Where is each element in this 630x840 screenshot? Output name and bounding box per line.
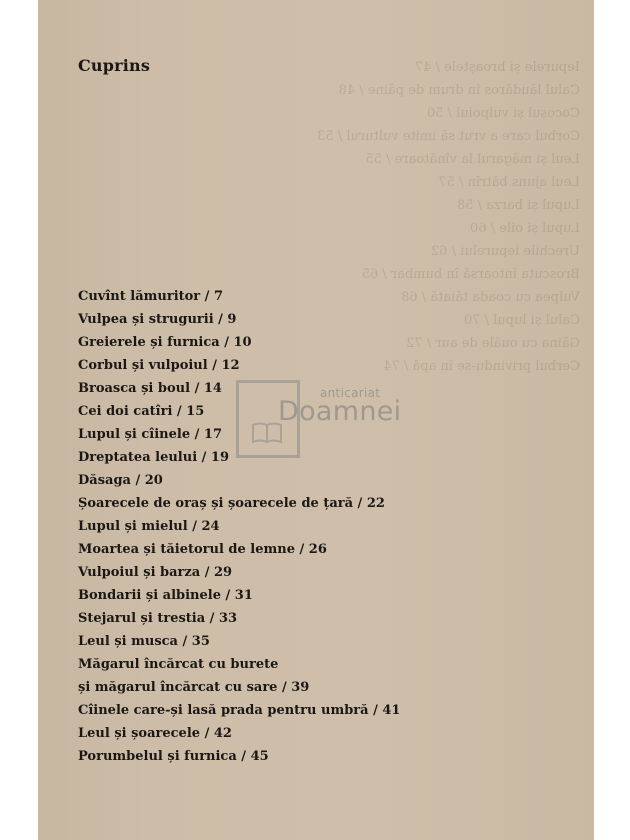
- bleed-line: Cocoșul și vulpoiul / 50: [426, 106, 580, 121]
- bleed-line: Urechile iepurelui / 62: [431, 244, 580, 259]
- bleed-line: Lupul și barza / 58: [456, 198, 580, 213]
- toc-entry: Corbul și vulpoiul / 12: [78, 358, 240, 373]
- toc-entry: și măgarul încărcat cu sare / 39: [78, 680, 310, 695]
- bleed-line: Leul ajuns bătrîn / 57: [438, 175, 580, 190]
- watermark-small-text: anticariat: [320, 386, 381, 400]
- watermark-brand-text: Doamnei: [278, 396, 402, 427]
- toc-entry: Broasca și boul / 14: [78, 381, 222, 396]
- toc-entry: Cîinele care-și lasă prada pentru umbră / 41: [78, 703, 401, 718]
- toc-entry: Lupul și mielul / 24: [78, 519, 220, 534]
- toc-entry: Cei doi catîri / 15: [78, 404, 205, 419]
- toc-entry: Greierele și furnica / 10: [78, 335, 252, 350]
- bleed-line: Calul lăudăros în drum de pâine / 48: [338, 83, 580, 98]
- bleed-line: Lupul și oile / 60: [470, 221, 580, 236]
- toc-entry: Măgarul încărcat cu burete: [78, 657, 279, 672]
- toc-entry: Porumbelul și furnica / 45: [78, 749, 269, 764]
- bleed-line: Corbul care a vrut să imite vulturul / 53: [317, 129, 580, 144]
- toc-entry: Stejarul și trestia / 33: [78, 611, 238, 626]
- toc-entry: Leul și musca / 35: [78, 634, 210, 649]
- toc-entry: Dăsaga / 20: [78, 473, 163, 488]
- bleed-line: Broscuța întoarsă în bumbar / 65: [361, 267, 580, 282]
- toc-entry: Vulpea și strugurii / 9: [78, 312, 237, 327]
- toc-entry: Moartea și tăietorul de lemne / 26: [78, 542, 327, 557]
- toc-entry: Șoarecele de oraș și șoarecele de țară / 22: [78, 496, 385, 511]
- bleed-line: Iepurele și broaștele / 47: [414, 60, 580, 75]
- page-title: Cuprins: [78, 56, 151, 75]
- bleed-line: Cerbul privindu-se în apă / 74: [383, 359, 580, 374]
- toc-entry: Dreptatea leului / 19: [78, 450, 230, 465]
- toc-entry: Lupul și cîinele / 17: [78, 427, 222, 442]
- toc-entry: Bondarii și albinele / 31: [78, 588, 253, 603]
- bleed-line: Vulpea cu coada tăiată / 68: [401, 290, 580, 305]
- toc-entry: Vulpoiul și barza / 29: [78, 565, 233, 580]
- watermark: [236, 378, 406, 462]
- bleed-line: Calul și lupul / 70: [463, 313, 580, 328]
- toc-entry: Cuvînt lămuritor / 7: [78, 289, 223, 304]
- bleed-line: Găina cu ouăle de aur / 72: [406, 336, 580, 351]
- table-of-contents: [78, 285, 400, 768]
- bleed-line: Leul și măgarul la vînătoare / 55: [365, 152, 580, 167]
- toc-entry: Leul și șoarecele / 42: [78, 726, 232, 741]
